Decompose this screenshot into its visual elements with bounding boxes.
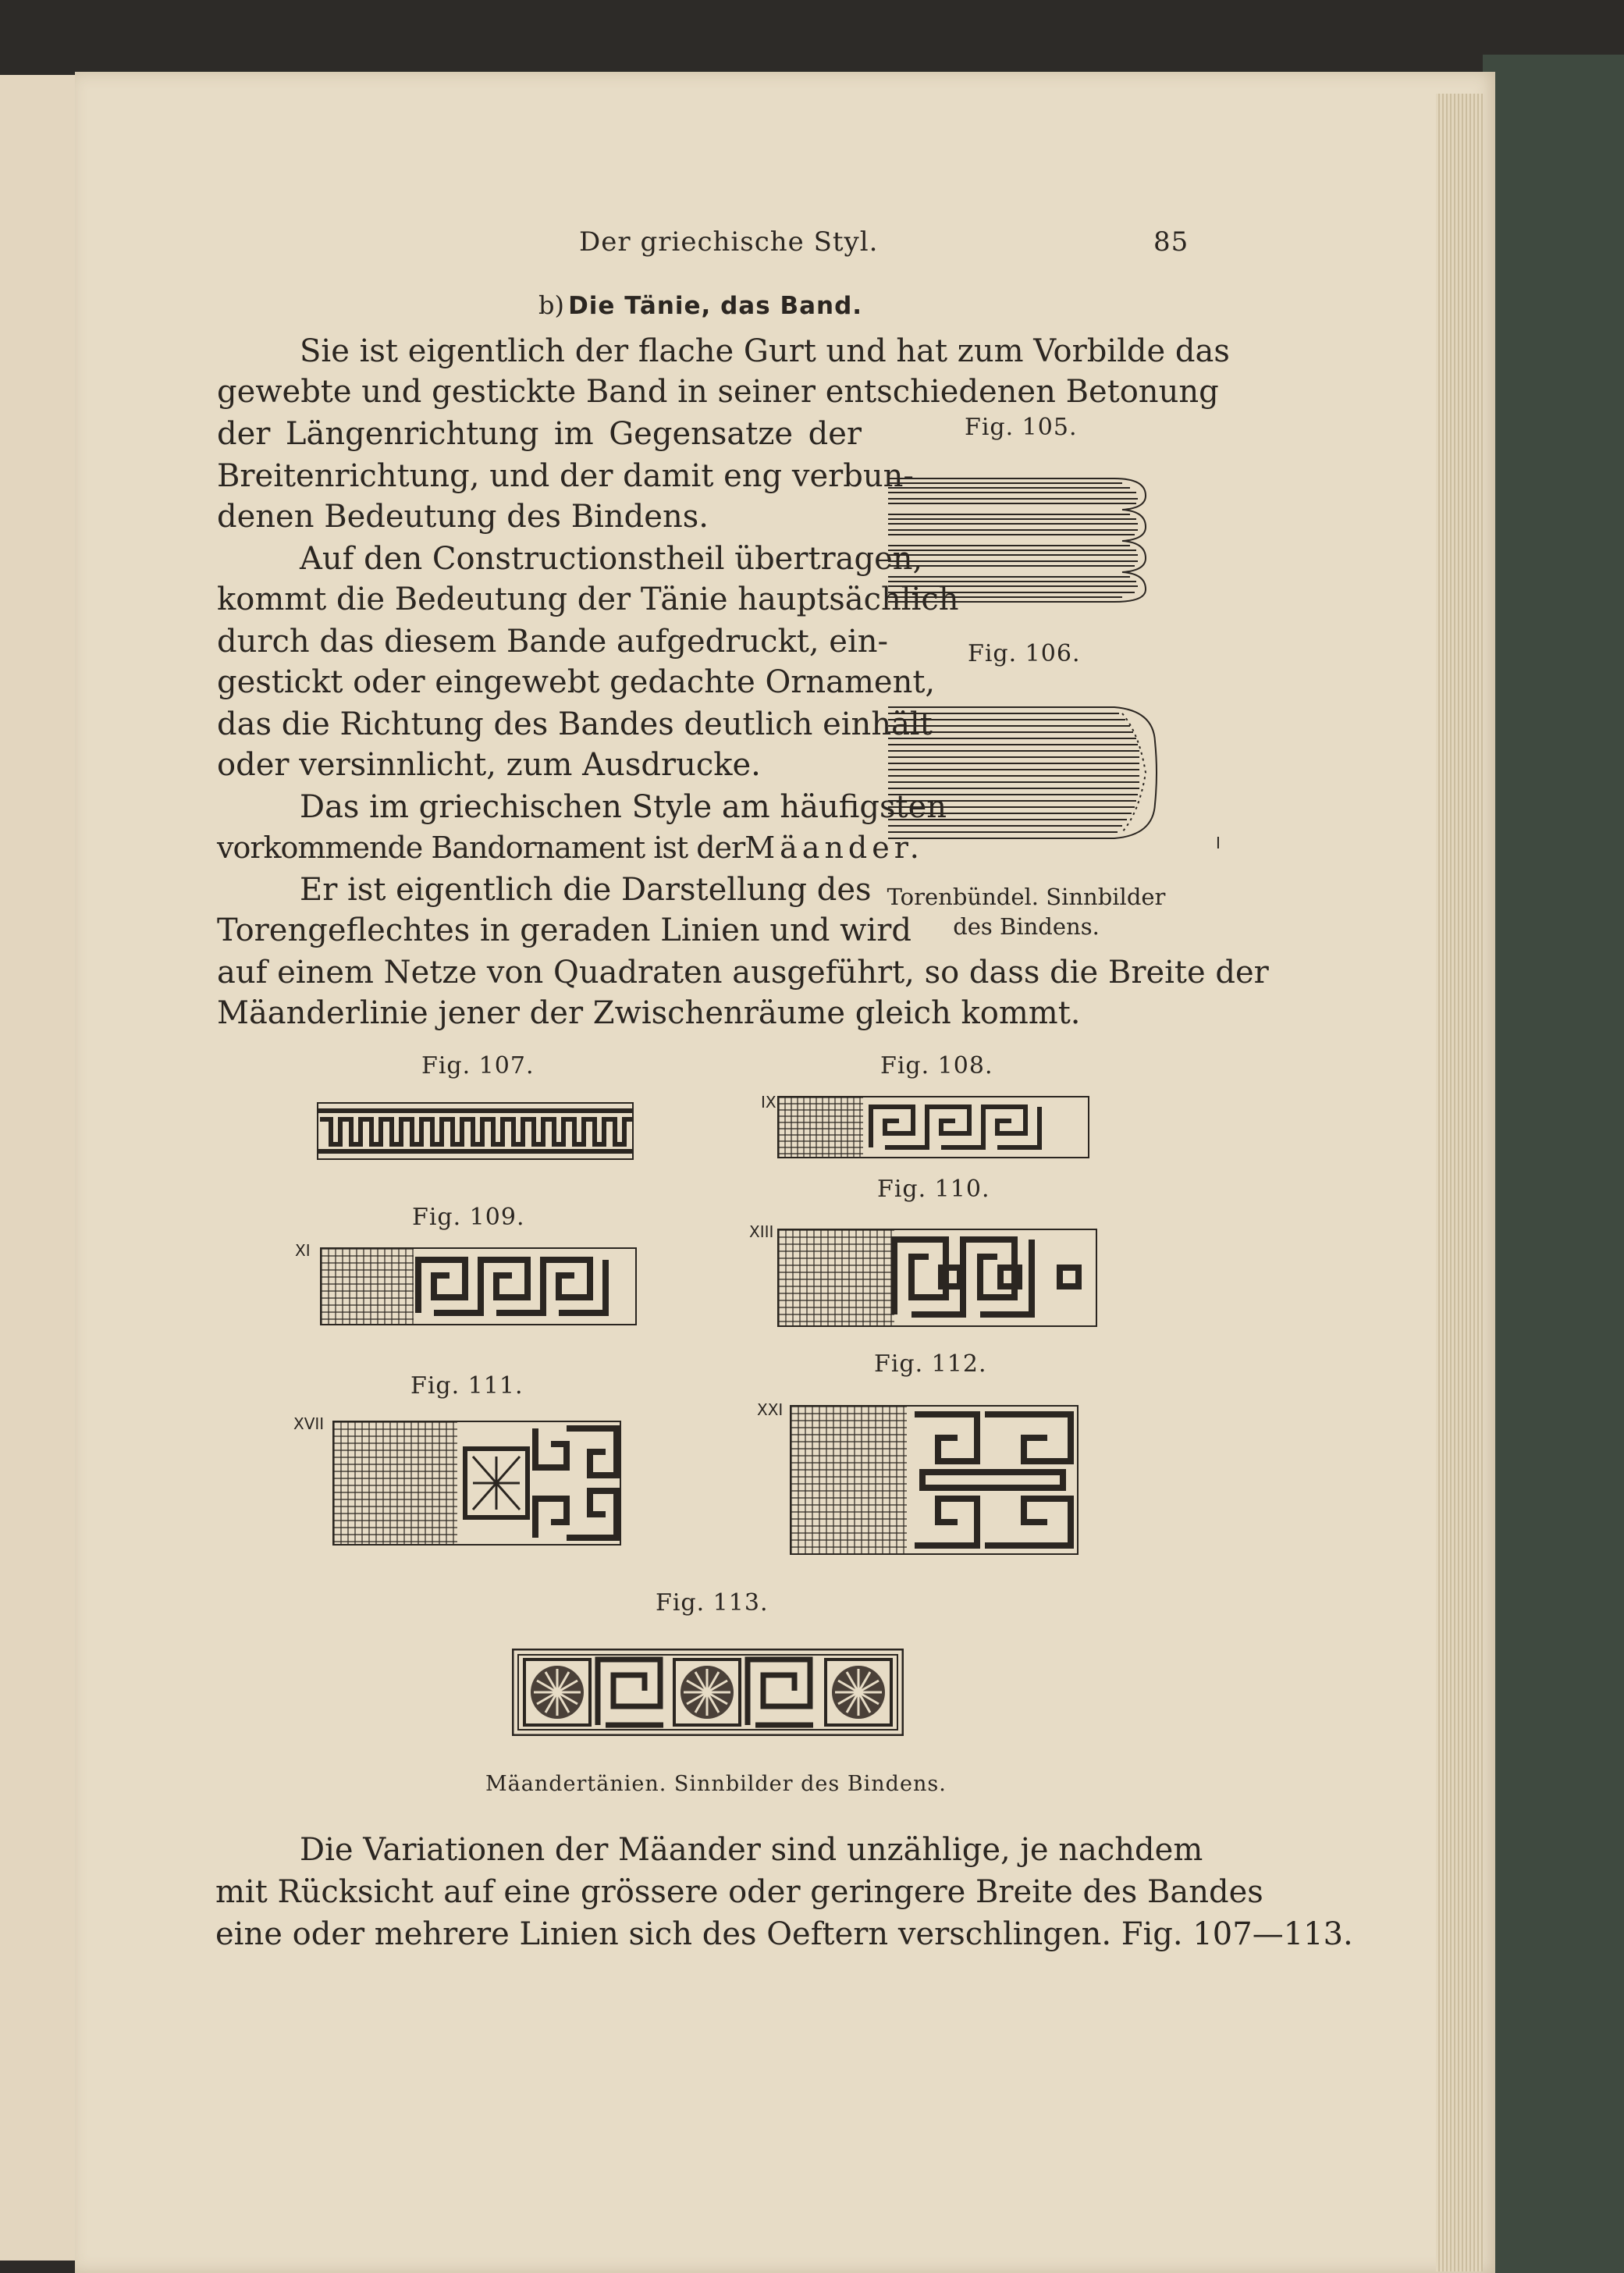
figure-label: Fig. 107. [421, 1052, 535, 1080]
meander-figure-108 [777, 1096, 1089, 1158]
paragraph-line: Auf den Constructionstheil übertragen, [300, 541, 923, 577]
figure-label: Fig. 112. [874, 1350, 987, 1378]
grid-label: XI [295, 1241, 311, 1260]
meander-figure-109 [320, 1247, 637, 1325]
meander-key [748, 1659, 813, 1725]
torus-bundle-figure-105 [888, 472, 1153, 606]
meander-figure-111 [332, 1421, 621, 1546]
meander-figure-112 [790, 1405, 1079, 1555]
section-title: Die Tänie, das Band. [568, 292, 863, 320]
figure-label: Fig. 106. [968, 640, 1081, 667]
emphasis-maeander: Mäander. [744, 831, 924, 865]
paragraph-line: Breitenrichtung, und der damit eng verbun- [217, 458, 914, 494]
paragraph-line: Er ist eigentlich die Darstellung des [300, 872, 872, 908]
caption-line: des Bindens. [953, 913, 1100, 940]
figure-label: Fig. 109. [412, 1204, 525, 1231]
grid-label: IX [761, 1093, 776, 1112]
page-number: 85 [1153, 226, 1189, 258]
grid-label: XIII [749, 1222, 774, 1241]
paragraph-line: auf einem Netze von Quadraten ausgeführt, so dass die Breite der [217, 955, 1269, 991]
left-page-edge [0, 75, 77, 2261]
figure-label: Fig. 110. [877, 1176, 990, 1203]
paragraph-line [217, 827, 924, 868]
paragraph-line: Das im griechischen Style am häufigsten [300, 789, 947, 825]
grid-label: XXI [757, 1400, 784, 1419]
caption-line: Torenbündel. Sinnbilder [887, 884, 1166, 910]
grid-label: XVII [293, 1414, 325, 1433]
margin-mark: I [1216, 834, 1221, 852]
figure-caption-meander: Mäandertänien. Sinnbilder des Bindens. [485, 1772, 947, 1796]
grid-lines [334, 1422, 457, 1544]
paragraph-line: der Längenrichtung im Gegensatze der [217, 416, 862, 452]
paragraph-line: durch das diesem Bande aufgedruckt, ein- [217, 624, 889, 660]
running-header: Der griechische Styl. [579, 226, 879, 258]
paragraph-line: denen Bedeutung des Bindens. [217, 499, 709, 535]
grid-lines [322, 1249, 414, 1324]
figure-caption-torus [882, 882, 1171, 941]
paragraph-line: kommt die Bedeutung der Tänie hauptsächlich [217, 582, 959, 617]
paragraph-line: Mäanderlinie jener der Zwischenräume gleich kommt. [217, 995, 1081, 1031]
paragraph-line: Torengeflechtes in geraden Linien und wird [217, 912, 912, 948]
page-edges [1436, 94, 1483, 2271]
closing-line: Die Variationen der Mäander sind unzählige, je nachdem [300, 1832, 1203, 1868]
closing-line: mit Rücksicht auf eine grössere oder geringere Breite des Bandes [215, 1874, 1263, 1910]
grid-lines [779, 1230, 894, 1325]
book-cover [1483, 55, 1624, 2273]
grid-lines [791, 1407, 907, 1553]
paragraph-line: oder versinnlicht, zum Ausdrucke. [217, 747, 761, 783]
figure-label: Fig. 113. [656, 1589, 769, 1617]
paragraph-line: Sie ist eigentlich der flache Gurt und hat zum Vorbilde das [300, 333, 1230, 369]
paragraph-line: gestickt oder eingewebt gedachte Ornament, [217, 664, 936, 700]
grid-lines [779, 1097, 863, 1157]
meander-figure-110 [777, 1229, 1097, 1327]
paragraph-text: vorkommende Bandornament ist der [217, 831, 745, 865]
section-heading [538, 290, 862, 320]
torus-bundle-figure-106 [888, 703, 1163, 843]
meander-key [598, 1659, 663, 1725]
paragraph-line: gewebte und gestickte Band in seiner entschiedenen Betonung [217, 374, 1219, 410]
figure-label: Fig. 111. [410, 1372, 524, 1400]
figure-label: Fig. 105. [965, 414, 1078, 441]
meander-figure-113 [512, 1649, 904, 1736]
figure-label: Fig. 108. [880, 1052, 993, 1080]
section-letter: b) [538, 290, 564, 320]
closing-line: eine oder mehrere Linien sich des Oeftern verschlingen. Fig. 107—113. [215, 1916, 1353, 1952]
meander-figure-107 [317, 1102, 634, 1160]
paragraph-line: das die Richtung des Bandes deutlich einhält [217, 706, 933, 742]
